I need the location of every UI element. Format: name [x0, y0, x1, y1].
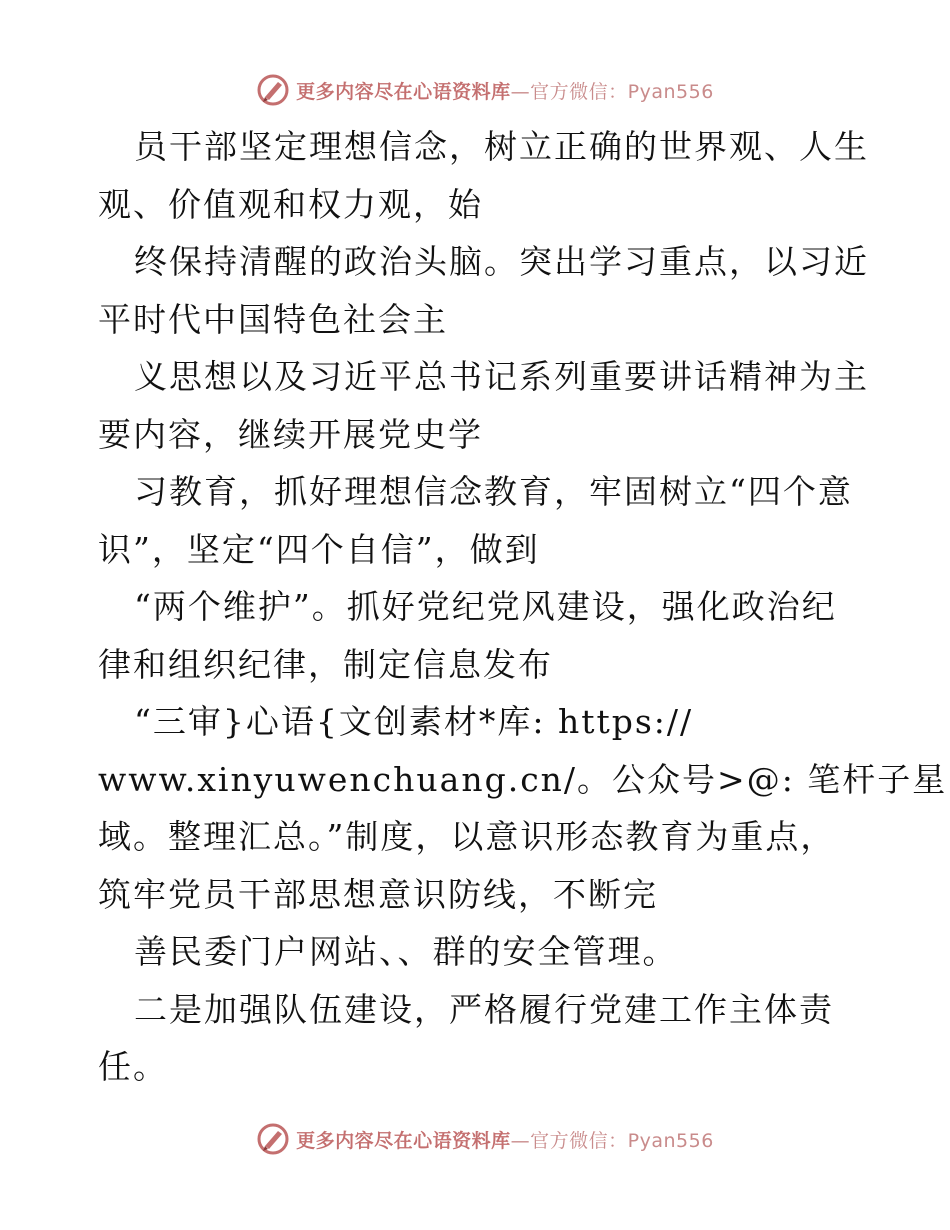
footer-banner-text	[296, 1126, 714, 1153]
body-line: 筑牢党员干部思想意识防线，不断完	[98, 874, 658, 914]
footer-separator: —	[510, 1129, 531, 1152]
pen-logo-icon	[256, 73, 290, 107]
body-line: 习教育，抓好理想信念教育，牢固树立“四个意	[134, 472, 853, 511]
body-line: “三审}心语{文创素材*库: https://	[134, 702, 694, 741]
header-banner-text	[296, 77, 714, 104]
document-body	[98, 118, 948, 1096]
footer-banner-inner	[236, 1122, 714, 1156]
header-banner-inner	[236, 73, 714, 107]
body-line: 平时代中国特色社会主	[98, 299, 448, 339]
header-wechat-text: 官方微信：Pyan556	[530, 80, 714, 103]
body-line: 义思想以及习近平总书记系列重要讲话精神为主	[134, 357, 869, 396]
pen-logo-icon	[256, 1122, 290, 1156]
body-line: 要内容，继续开展党史学	[98, 414, 483, 454]
body-line: 二是加强队伍建设，严格履行党建工作主体责	[134, 989, 834, 1029]
body-line: 律和组织纪律，制定信息发布	[98, 644, 553, 684]
footer-wechat-text: 官方微信：Pyan556	[530, 1129, 714, 1152]
body-line: 任。	[98, 1047, 168, 1086]
body-line: 员干部坚定理想信念，树立正确的世界观、人生	[134, 127, 869, 166]
header-site-text: 更多内容尽在心语资料库	[296, 80, 511, 103]
header-banner	[0, 70, 950, 110]
body-line: 域。整理汇总。”制度，以意识形态教育为重点，	[98, 817, 836, 856]
body-line: 识”，坚定“四个自信”，做到	[98, 529, 540, 569]
body-line: 善民委门户网站、、群的安全管理。	[134, 932, 678, 971]
body-line: www.xinyuwenchuang.cn/。公众号>@: 笔杆子星	[98, 759, 948, 799]
footer-banner	[0, 1119, 950, 1159]
body-line: 终保持清醒的政治头脑。突出学习重点，以习近	[134, 242, 869, 281]
body-line: “两个维护”。抓好党纪党风建设，强化政治纪	[134, 587, 837, 626]
header-separator: —	[510, 80, 531, 103]
footer-site-text: 更多内容尽在心语资料库	[296, 1129, 511, 1152]
body-line: 观、价值观和权力观，始	[98, 184, 483, 224]
